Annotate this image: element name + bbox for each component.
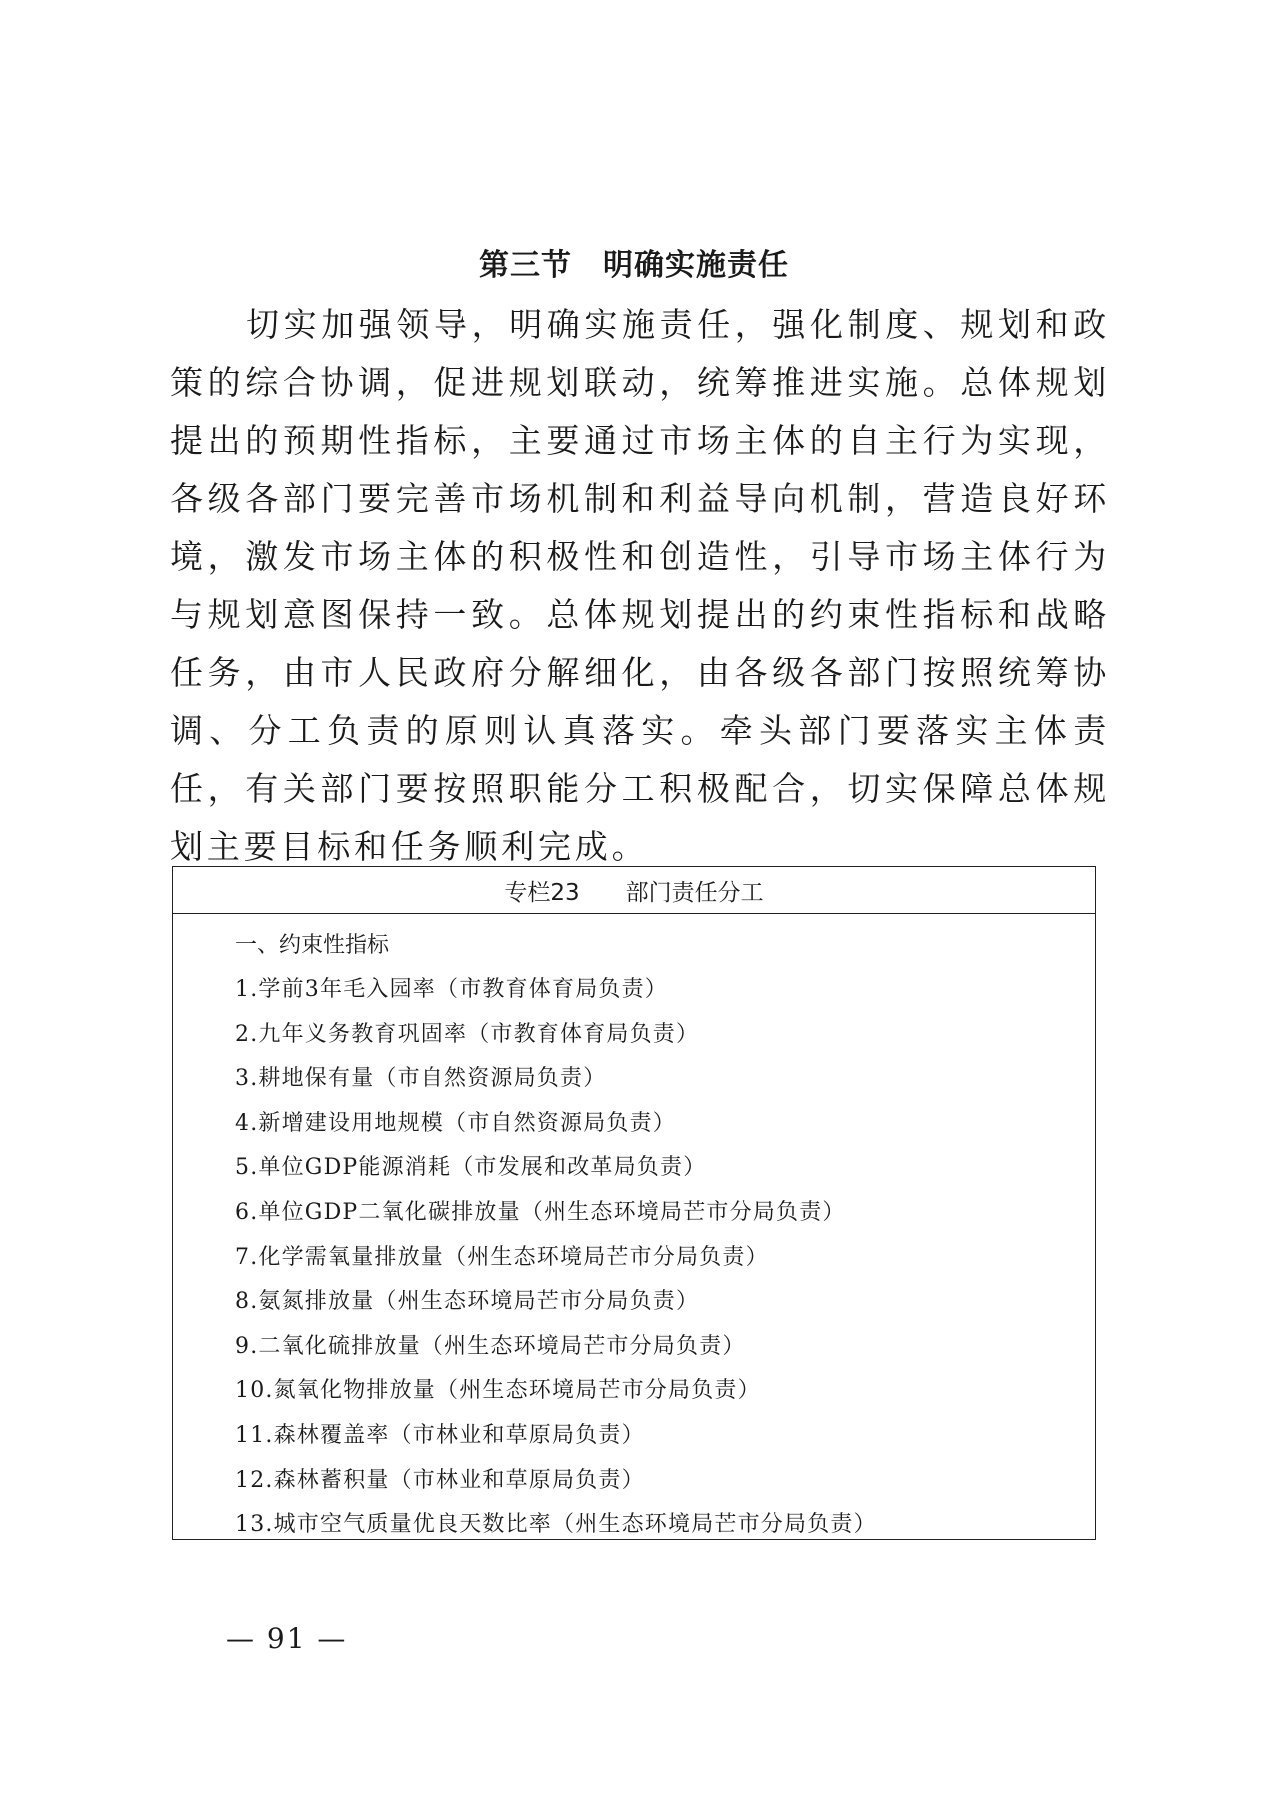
section-title: 第三节 明确实施责任 [479,248,789,283]
indicator-item: 12.森林蓄积量（市林业和草原局负责） [235,1467,645,1493]
indicator-item: 7.化学需氧量排放量（州生态环境局芒市分局负责） [235,1244,769,1270]
page-number: — 91 — [226,1622,348,1655]
indicator-item: 10.氮氧化物排放量（州生态环境局芒市分局负责） [235,1378,761,1404]
indicator-item: 6.单位GDP二氧化碳排放量（州生态环境局芒市分局负责） [235,1199,846,1225]
indicator-item: 9.二氧化硫排放量（州生态环境局芒市分局负责） [235,1333,746,1359]
indicator-item: 2.九年义务教育巩固率（市教育体育局负责） [235,1021,700,1047]
column-box-header [173,867,1095,914]
indicator-item: 5.单位GDP能源消耗（市发展和改革局负责） [235,1155,707,1181]
column-number: 专栏23 [504,879,580,906]
indicator-item: 3.耕地保有量（市自然资源局负责） [235,1066,607,1092]
column-box [172,866,1096,1540]
indicator-item: 4.新增建设用地规模（市自然资源局负责） [235,1110,676,1136]
indicator-item: 1.学前3年毛入园率（市教育体育局负责） [235,977,668,1002]
column-box-body [173,914,1095,1548]
indicator-item: 13.城市空气质量优良天数比率（州生态环境局芒市分局负责） [235,1512,877,1538]
column-subheading: 一、约束性指标 [235,933,390,958]
column-title: 部门责任分工 [625,879,764,906]
section-paragraph: 切实加强领导，明确实施责任，强化制度、规划和政策的综合协调，促进规划联动，统筹推进实施。总体规划提出的预期性指标，主要通过市场主体的自主行为实现，各级各部门要完善市场机制和利益导向机制，营造良好环境，激发市场主体的积极性和创造性，引导市场主体行为与规划意图保持一致。总体规划提出的约束性指标和战略任务，由市人民政府分解细化，由各级各部门按照统筹协调、分工负责的原则认真落实。牵头部门要落实主体责任，有关部门要按照职能分工积极配合，切实保障总体规划主要目标和任务顺利完成。 [170,305,1110,866]
indicator-item: 11.森林覆盖率（市林业和草原局负责） [235,1422,645,1448]
indicator-item: 8.氨氮排放量（州生态环境局芒市分局负责） [235,1289,700,1315]
